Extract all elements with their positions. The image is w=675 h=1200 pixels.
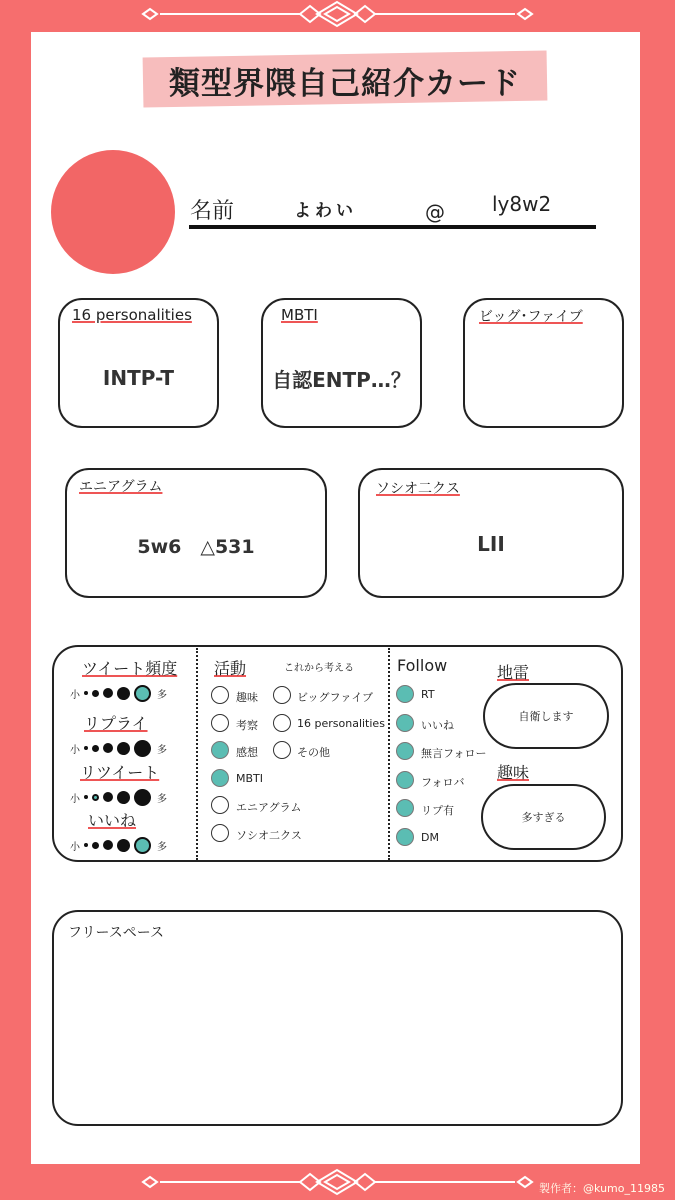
top-ornament <box>0 0 675 28</box>
frequency-dot[interactable] <box>92 745 99 752</box>
handle-value: ly8w2 <box>492 192 552 216</box>
frequency-dot[interactable] <box>92 690 99 697</box>
activity-option-label: 趣味 <box>236 691 258 704</box>
follow-option-label: いいね <box>421 718 454 732</box>
follow-option-label: 無言フォロー <box>421 747 487 760</box>
frequency-dot[interactable] <box>103 743 113 753</box>
follow-option-label: フォロバ <box>421 775 465 789</box>
frequency-dot[interactable] <box>134 789 151 806</box>
frequency-dot[interactable] <box>92 842 99 849</box>
bigfive-box <box>463 298 624 428</box>
scale-low-label: 小 <box>70 794 80 805</box>
follow-option-label: DM <box>421 830 439 844</box>
activity-checkbox[interactable] <box>273 714 291 732</box>
frequency-dot[interactable] <box>103 840 113 850</box>
activity-option-label: MBTI <box>236 771 264 785</box>
activity-label: 活動 <box>214 659 247 678</box>
scale-high-label: 多 <box>157 794 167 805</box>
page-title: 類型界隈自己紹介カード <box>169 65 521 102</box>
activity-option-label: 考察 <box>236 718 258 732</box>
frequency-dot[interactable] <box>103 792 113 802</box>
activity-option-label: ビッグファイブ <box>297 691 374 704</box>
scale-high-label: 多 <box>157 690 167 701</box>
activity-checkbox[interactable] <box>273 741 291 759</box>
enneagram-box <box>65 468 327 598</box>
socionics-label: ソシオ二クス <box>376 481 460 497</box>
personalities-value: INTP-T <box>102 366 175 390</box>
hobby-oval <box>481 784 606 850</box>
mbti-box <box>261 298 422 428</box>
frequency-dot[interactable] <box>134 837 151 854</box>
frequency-label: ツイート頻度 <box>82 659 178 678</box>
frequency-dot[interactable] <box>84 795 88 799</box>
socionics-value: LII <box>477 532 505 556</box>
activity-option-label: 16 personalities <box>297 716 385 730</box>
follow-checkbox[interactable] <box>396 714 414 732</box>
mbti-value: 自認ENTP…？ <box>272 368 411 392</box>
personalities-label: 16 personalities <box>72 306 192 324</box>
follow-checkbox[interactable] <box>396 799 414 817</box>
landmine-value: 自衛します <box>518 710 574 723</box>
frequency-dot[interactable] <box>134 740 151 757</box>
name-underline <box>189 225 596 229</box>
scale-high-label: 多 <box>157 842 167 853</box>
frequency-dot[interactable] <box>103 688 113 698</box>
activity-checkbox[interactable] <box>273 686 291 704</box>
frequency-dot[interactable] <box>117 839 130 852</box>
activity-note: これから考える <box>284 663 354 674</box>
frequency-dot[interactable] <box>117 742 130 755</box>
enneagram-label: エニアグラム <box>79 479 163 495</box>
mbti-label: MBTI <box>281 306 318 324</box>
frequency-dot[interactable] <box>117 687 130 700</box>
frequency-label: リツイート <box>80 763 160 782</box>
follow-checkbox[interactable] <box>396 828 414 846</box>
frequency-dot[interactable] <box>84 746 88 750</box>
follow-checkbox[interactable] <box>396 685 414 703</box>
name-value: よわい <box>294 201 357 221</box>
frequency-dot[interactable] <box>117 791 130 804</box>
credit: 製作者：@kumo_11985 <box>539 1182 665 1195</box>
name-label: 名前 <box>190 199 235 224</box>
scale-low-label: 小 <box>70 842 80 853</box>
bigfive-label: ビッグ･ファイブ <box>479 309 583 325</box>
frequency-dot[interactable] <box>84 843 88 847</box>
frequency-label: リプライ <box>84 714 148 733</box>
activity-option-label: その他 <box>297 746 330 759</box>
at-sign: @ <box>425 200 445 224</box>
divider-2 <box>388 648 390 860</box>
frequency-dot[interactable] <box>92 794 99 801</box>
activity-checkbox[interactable] <box>211 741 229 759</box>
activity-option-label: 感想 <box>236 746 258 759</box>
follow-label: Follow <box>397 656 448 675</box>
landmine-oval <box>483 683 609 749</box>
activity-checkbox[interactable] <box>211 769 229 787</box>
follow-option-label: RT <box>421 688 435 701</box>
hobby-label: 趣味 <box>497 763 530 782</box>
scale-low-label: 小 <box>70 690 80 701</box>
activity-option-label: エニアグラム <box>236 801 302 814</box>
free-space-label: フリースペース <box>68 925 165 941</box>
frequency-dot[interactable] <box>84 691 88 695</box>
personalities-box <box>58 298 219 428</box>
divider-1 <box>196 648 198 860</box>
activity-option-label: ソシオ二クス <box>236 828 302 842</box>
follow-checkbox[interactable] <box>396 742 414 760</box>
landmine-label: 地雷 <box>497 663 530 682</box>
scale-high-label: 多 <box>157 745 167 756</box>
follow-option-label: リプ有 <box>421 804 454 817</box>
activity-checkbox[interactable] <box>211 686 229 704</box>
activity-checkbox[interactable] <box>211 714 229 732</box>
activity-checkbox[interactable] <box>211 824 229 842</box>
enneagram-value: 5w6 △531 <box>137 536 255 558</box>
free-space-box <box>52 910 623 1126</box>
scale-low-label: 小 <box>70 745 80 756</box>
socionics-box <box>358 468 624 598</box>
frequency-dot[interactable] <box>134 685 151 702</box>
avatar <box>51 150 175 274</box>
frequency-label: いいね <box>88 811 137 830</box>
hobby-value: 多すぎる <box>521 811 566 824</box>
activity-checkbox[interactable] <box>211 796 229 814</box>
follow-checkbox[interactable] <box>396 771 414 789</box>
